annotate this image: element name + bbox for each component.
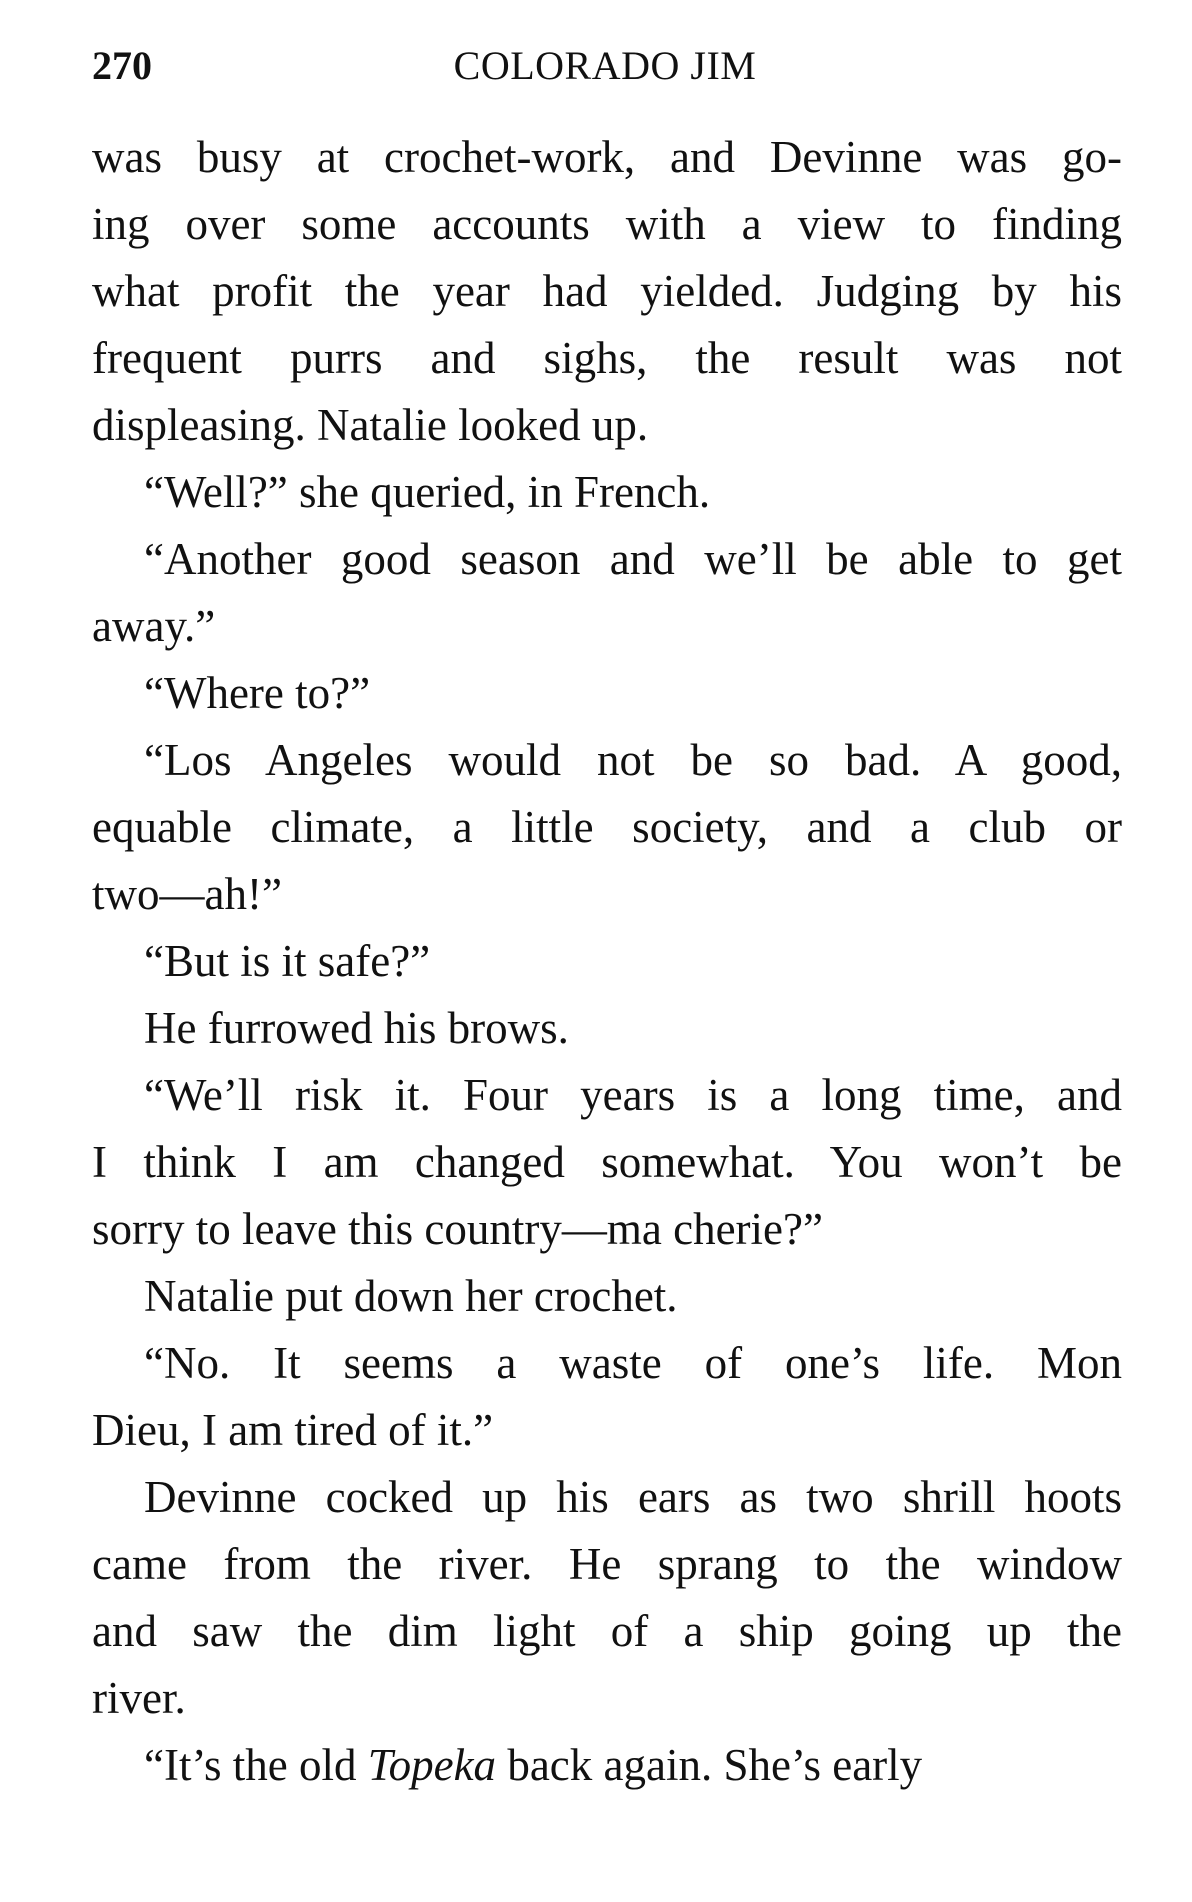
text-line: what profit the year had yielded. Judging by his xyxy=(92,266,1122,316)
text-line: “Well?” she queried, in French. xyxy=(144,467,711,517)
text-line-last xyxy=(92,1732,1122,1799)
text-line: “Where to?” xyxy=(144,668,371,718)
body-text xyxy=(92,124,1122,1799)
text-line: “Los Angeles would not be so bad. A good, xyxy=(144,735,1122,785)
text-line: I think I am changed somewhat. You won’t be xyxy=(92,1137,1122,1187)
text-line: He furrowed his brows. xyxy=(144,1003,569,1053)
text-line: Devinne cocked up his ears as two shrill hoots xyxy=(144,1472,1122,1522)
text-line: equable climate, a little society, and a club or xyxy=(92,802,1122,852)
page-number: 270 xyxy=(92,43,152,88)
text-segment: back again. She’s early xyxy=(496,1740,923,1790)
text-line: river. xyxy=(92,1673,186,1723)
text-line: “We’ll risk it. Four years is a long time, and xyxy=(144,1070,1122,1120)
text-line: and saw the dim light of a ship going up the xyxy=(92,1606,1122,1656)
text-line: “But is it safe?” xyxy=(144,936,431,986)
text-line: displeasing. Natalie looked up. xyxy=(92,400,649,450)
text-line: came from the river. He sprang to the window xyxy=(92,1539,1122,1589)
text-line: sorry to leave this country—ma cherie?” xyxy=(92,1204,823,1254)
text-line: “Another good season and we’ll be able to get xyxy=(144,534,1122,584)
text-line: “No. It seems a waste of one’s life. Mon xyxy=(144,1338,1122,1388)
page-header xyxy=(92,36,1118,96)
text-line: away.” xyxy=(92,601,216,651)
ship-name: Topeka xyxy=(367,1740,497,1790)
text-line: ing over some accounts with a view to finding xyxy=(92,199,1122,249)
running-head: COLORADO JIM xyxy=(453,43,757,88)
text-segment: “It’s the old xyxy=(144,1740,368,1790)
text-line: frequent purrs and sighs, the result was not xyxy=(92,333,1122,383)
text-line: was busy at crochet-work, and Devinne was go- xyxy=(92,132,1122,182)
text-line: Natalie put down her crochet. xyxy=(144,1271,678,1321)
text-line: two—ah!” xyxy=(92,869,282,919)
text-line: Dieu, I am tired of it.” xyxy=(92,1405,494,1455)
